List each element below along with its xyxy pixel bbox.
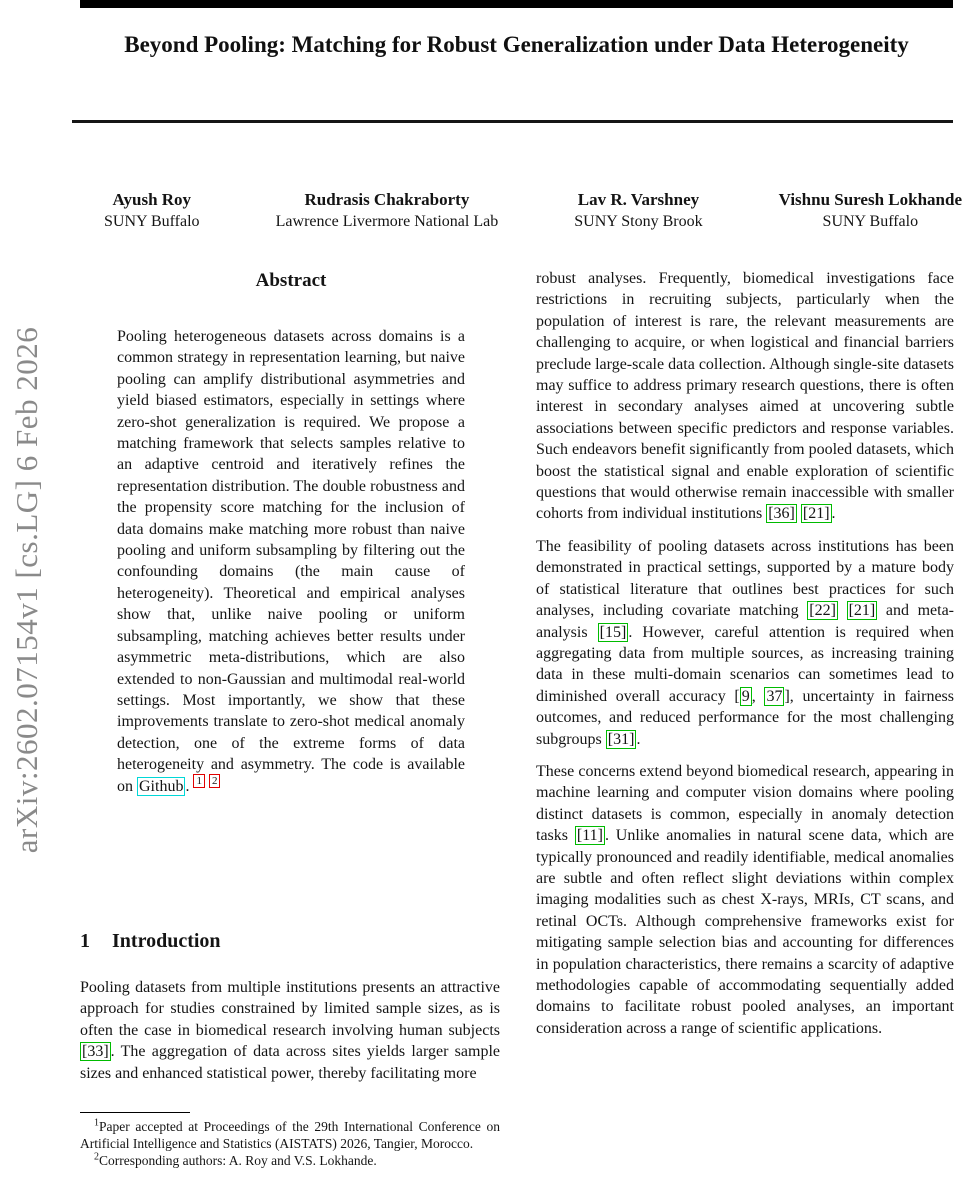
citation-link[interactable]: [31] (607, 730, 635, 748)
footnote-text: Corresponding authors: A. Roy and V.S. Lokhande. (99, 1153, 377, 1168)
right-column (536, 268, 954, 1050)
author-affiliation: SUNY Buffalo (104, 213, 200, 230)
footnote-2 (80, 1152, 500, 1169)
footnote-marker-link[interactable] (193, 774, 205, 788)
section-title: Introduction (112, 930, 221, 952)
abstract-text: Pooling heterogeneous datasets across domains is a common strategy in representation learning, but naive pooling can amplify distributional asymmetries and yield biased estimators, especially in settings where zero-shot generalization is required. We propose a matching framework that selects samples relative to an adaptive centroid and iteratively refines the representation distribution. The double robustness and the propensity score matching for the inclusion of data domains make matching more robust than naive pooling and uniform subsampling by filtering out the confounding domains (the main cause of heterogeneity). Theoretical and empirical analyses show that, unlike naive pooling or uniform subsampling, matching achieves better results under asymmetric meta-distributions, which are also extended to non-Gaussian and multimodal real-world settings. Most importantly, we show that these improvements translate to zero-shot medical anomaly detection, one of the extreme forms of data heterogeneity and asymmetry. The code is available on Github . $^1$ $^2$ (117, 328, 465, 795)
body-paragraph-1: robust analyses. Frequently, biomedical investigations face restrictions in recruiting subjects, particularly when the population of interest is rare, the relevant measurements are challenging to acquire, or when logistical and financial barriers preclude large-scale data collection. Although single-site datasets may suffice to address primary research questions, there is often interest in secondary analyses aimed at uncovering subtle associations between specific predictors and response variables. Such endeavors benefit significantly from pooled datasets, which boost the statistical signal and enable exploration of scientific questions that would otherwise remain inaccessible with smaller cohorts from individual institutions [36] [21] . (536, 270, 954, 523)
left-column (80, 268, 500, 1200)
author-name: Rudrasis Chakraborty (304, 190, 470, 209)
citation-link[interactable]: [21] (802, 505, 830, 523)
footnote-marker-box: 1 (193, 774, 205, 788)
citation-link[interactable]: [21] (848, 602, 876, 620)
author-name: Vishnu Suresh Lokhande (778, 190, 962, 209)
citation-link[interactable]: [33] (82, 1043, 109, 1061)
footnote-number: 2 (94, 1151, 99, 1163)
footnote-1 (80, 1118, 500, 1152)
footnote-marker-box: 2 (209, 774, 221, 788)
author-name: Lav R. Varshney (577, 190, 700, 209)
title-rule (72, 120, 953, 123)
abstract-heading: Abstract (255, 270, 327, 291)
citation-link[interactable]: 9 (741, 687, 750, 705)
author-affiliation: SUNY Buffalo (822, 213, 919, 230)
footnote-marker-link[interactable] (209, 774, 221, 788)
citation-link[interactable]: [11] (576, 827, 603, 845)
citation-link[interactable]: [36] (768, 505, 795, 523)
author-block (104, 188, 962, 233)
author-3 (574, 188, 702, 233)
citation-link[interactable]: [15] (599, 623, 627, 641)
author-1 (104, 188, 200, 233)
top-black-bar (80, 0, 953, 8)
author-2 (276, 188, 499, 233)
section-number: 1 (80, 930, 90, 952)
paper-title: Beyond Pooling: Matching for Robust Generalization under Data Heterogeneity (124, 32, 909, 57)
author-affiliation: SUNY Stony Brook (574, 213, 703, 230)
author-affiliation: Lawrence Livermore National Lab (275, 213, 499, 230)
citation-link[interactable]: 37 (766, 687, 783, 705)
footnote-number: 1 (94, 1117, 99, 1129)
body-paragraph-2: The feasibility of pooling datasets across institutions has been demonstrated in practical settings, supported by a mature body of statistical literature that outlines best practices for such analyses, including covariate matching [22] [21] and meta-analysis [15] . However, careful attention is required when aggregating data from multiple sources, as increasing training data in these multi-domain scenarios can sometimes lead to diminished overall accuracy [ 9 , 37 ], uncertainty in fairness outcomes, and reduced performance for the most challenging subgroups [31] . (536, 537, 955, 748)
github-link[interactable]: Github (139, 777, 184, 795)
author-name: Ayush Roy (112, 190, 192, 209)
introduction-paragraph: Pooling datasets from multiple institutions presents an attractive approach for studies constrained by limited sample sizes, as is often the case in biomedical research involving human subjects [33] . The aggregation of data across sites yields larger sample sizes and enhanced statistical power, thereby facilitating more (80, 979, 500, 1082)
citation-link[interactable]: [22] (809, 602, 836, 620)
footnote-rule (80, 1112, 190, 1113)
footnote-text: Paper accepted at Proceedings of the 29th International Conference on Artificial Intelligence and Statistics (AISTATS) 2026, Tangier, Morocco. (80, 1119, 500, 1151)
author-4 (779, 188, 962, 233)
body-paragraph-3: These concerns extend beyond biomedical research, appearing in machine learning and computer vision domains where pooling distinct datasets is common, especially in anomaly detection tasks [11] . Unlike anomalies in natural scene data, which are typically pronounced and readily identifiable, medical anomalies are subtle and often reflect slight deviations within complex imaging modalities such as chest X-rays, MRIs, CT scans, and retinal OCTs. Although comprehensive frameworks exist for mitigating sample selection bias and accounting for differences in population characteristics, there remains a scarcity of adaptive methodologies capable of accommodating sequentially added domains to facilitate robust pooled analyses, an important consideration across a range of scientific applications. (536, 762, 955, 1037)
section-heading-introduction (80, 930, 221, 953)
arxiv-watermark: arXiv:2602.07154v1 [cs.LG] 6 Feb 2026 (9, 326, 44, 854)
footnote-block (80, 1112, 500, 1169)
